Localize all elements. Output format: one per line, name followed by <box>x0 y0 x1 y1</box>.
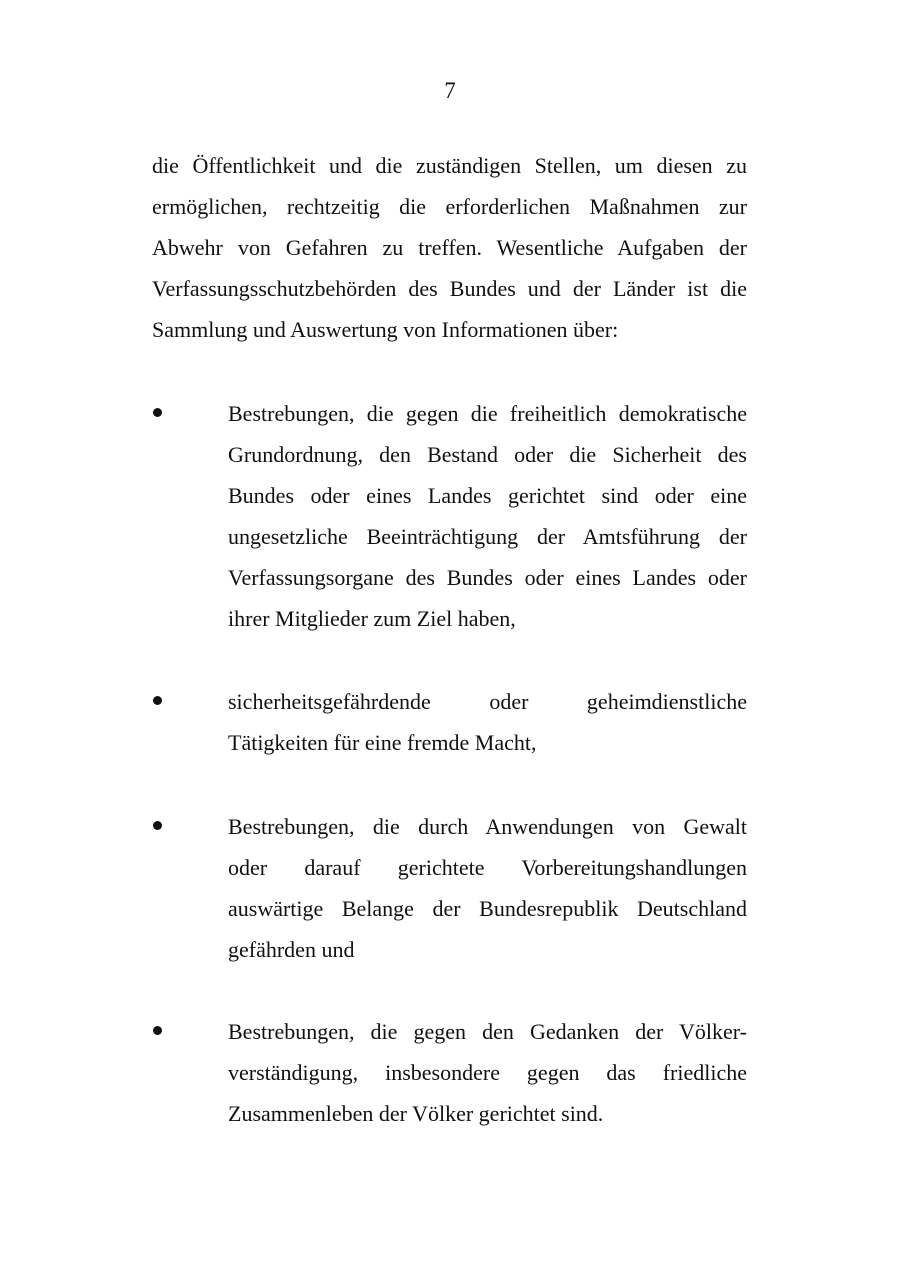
bullet-line: oder darauf gerichtete Vorbereitungshandlungen <box>228 855 747 880</box>
bullet-line: Zusammenleben der Völker gerichtet sind. <box>228 1101 604 1126</box>
intro-line: Abwehr von Gefahren zu treffen. Wesentliche Aufgaben der <box>152 235 747 260</box>
bullet-line: sicherheitsgefährdende oder geheimdienstliche <box>228 689 747 714</box>
bullet-text <box>228 806 747 970</box>
bullet-text <box>228 1011 747 1134</box>
bullet-line: Bestrebungen, die gegen den Gedanken der Völker- <box>228 1019 747 1044</box>
bullet-text <box>228 393 747 639</box>
intro-line: Verfassungsschutzbehörden des Bundes und der Länder ist die <box>152 276 747 301</box>
intro-line: die Öffentlichkeit und die zuständigen Stellen, um diesen zu <box>152 153 747 178</box>
bullet-line: Bestrebungen, die gegen die freiheitlich demokratische <box>228 401 747 426</box>
bullet-line: ihrer Mitglieder zum Ziel haben, <box>228 606 516 631</box>
bullet-line: Tätigkeiten für eine fremde Macht, <box>228 730 537 755</box>
bullet-line: Bestrebungen, die durch Anwendungen von Gewalt <box>228 814 747 839</box>
bullet-line: verständigung, insbesondere gegen das friedliche <box>228 1060 747 1085</box>
intro-line: ermöglichen, rechtzeitig die erforderlichen Maßnahmen zur <box>152 194 747 219</box>
intro-line: Sammlung und Auswertung von Informationen über: <box>152 317 619 342</box>
bullet-line: gefährden und <box>228 937 355 962</box>
bullet-line: auswärtige Belange der Bundesrepublik Deutschland <box>228 896 747 921</box>
intro-paragraph <box>152 145 747 350</box>
bullet-line: Grundordnung, den Bestand oder die Sicherheit des <box>228 442 747 467</box>
page-number: 7 <box>444 78 456 103</box>
bullet-line: Verfassungsorgane des Bundes oder eines Landes oder <box>228 565 747 590</box>
bullet-line: ungesetzliche Beeinträchtigung der Amtsführung der <box>228 524 747 549</box>
bullet-text <box>228 681 747 763</box>
bullet-line: Bundes oder eines Landes gerichtet sind oder eine <box>228 483 747 508</box>
